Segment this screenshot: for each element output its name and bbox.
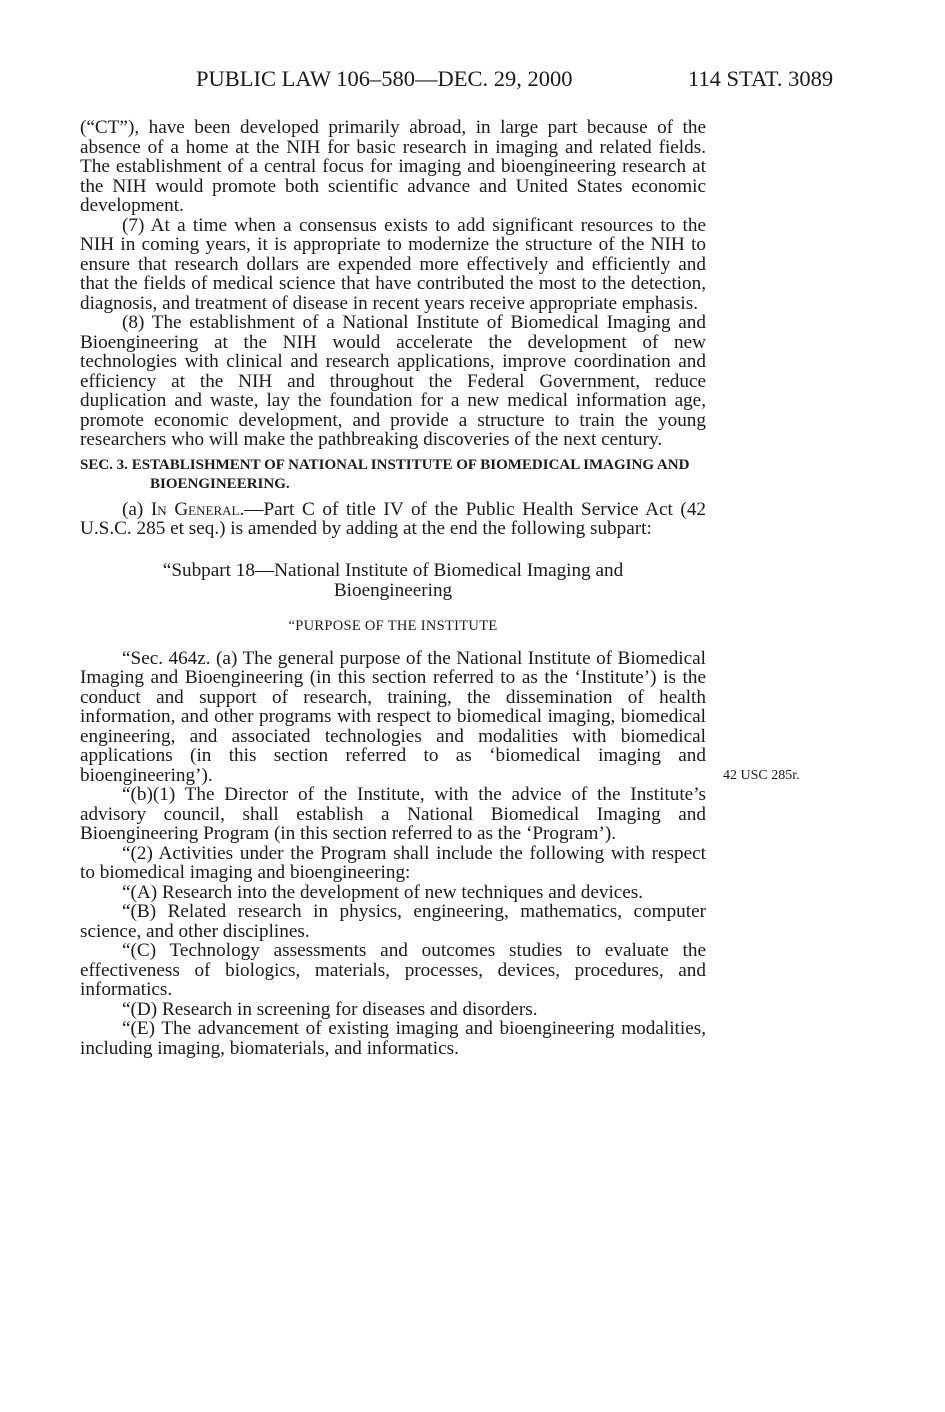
paragraph-8: (8) The establishment of a National Institute of Biomedical Imaging and Bioengineering at the NIH would accelerate the development of new technologies with clinical and research applications, improve coordination and efficiency at the NIH and throughout the Federal Government, reduce duplication and waste, lay the foundation for a new medical information age, promote economic development, and provide a structure to train the young researchers who will make the pathbreaking discoveries of the next century. — [80, 312, 706, 450]
subsection-a-text: .—Part C of title IV of the Public Health Service Act (42 U.S.C. 285 et seq.) is amended by adding at the end the following subpart: — [80, 498, 707, 539]
subsection-a-caption: In General — [150, 498, 240, 520]
subpart-heading-line1: “Subpart 18—National Institute of Biomedical Imaging and — [162, 559, 624, 581]
running-head-stat-citation: 114 STAT. 3089 — [688, 66, 834, 91]
paragraph-ct-continuation: (“CT”), have been developed primarily abroad, in large part because of the absence of a home at the NIH for basic research in imaging and related fields. The establishment of a central focus for imaging and bioengineering research at the NIH would promote both scientific advance and United States economic development. — [80, 117, 706, 216]
section-3-title: ESTABLISHMENT OF NATIONAL INSTITUTE OF BIOMEDICAL IMAGING AND BIOENGINEERING. — [131, 456, 690, 492]
subsection-a-label: (a) — [122, 498, 151, 520]
item-c: “(C) Technology assessments and outcomes studies to evaluate the effectiveness of biologics, materials, processes, devices, procedures, and informatics. — [80, 940, 706, 1000]
item-a: “(A) Research into the development of new techniques and devices. — [122, 881, 644, 903]
section-464z-a — [80, 649, 706, 786]
subpart-heading-line2: Bioengineering — [333, 579, 453, 601]
section-464z-b1: “(b)(1) The Director of the Institute, with the advice of the Institute’s advisory council, shall establish a National Biomedical Imaging and Bioengineering Program (in this section referred to as the ‘Program’). — [80, 784, 706, 844]
running-head-title: PUBLIC LAW 106–580—DEC. 29, 2000 — [196, 66, 573, 91]
item-d: “(D) Research in screening for diseases and disorders. — [122, 998, 538, 1020]
section-3-label: SEC. 3. — [80, 456, 128, 473]
paragraph-7: (7) At a time when a consensus exists to add significant resources to the NIH in coming years, it is appropriate to modernize the structure of the NIH to ensure that research dollars are expended more effectively and efficiently and that the fields of medical science that have contributed the most to the detection, diagnosis, and treatment of disease in recent years receive appropriate emphasis. — [80, 214, 706, 314]
running-head — [0, 66, 945, 98]
item-b: “(B) Related research in physics, engineering, mathematics, computer science, and other disciplines. — [80, 901, 706, 942]
margin-note-usc-citation: 42 USC 285r. — [723, 768, 800, 783]
section-464z-b2: “(2) Activities under the Program shall include the following with respect to biomedical imaging and bioengineering: — [80, 842, 706, 883]
subsection-a — [80, 500, 706, 539]
subpart-heading — [80, 561, 706, 601]
purpose-heading: “PURPOSE OF THE INSTITUTE — [288, 617, 498, 634]
section-3-heading — [80, 456, 706, 494]
section-464z-label: “Sec — [122, 647, 159, 669]
body-text — [80, 118, 706, 1058]
item-e: “(E) The advancement of existing imaging and bioengineering modalities, including imaging, biomaterials, and informatics. — [80, 1018, 706, 1059]
section-464z-text: . 464z. (a) The general purpose of the National Institute of Biomedical Imaging and Bioengineering (in this section referred to as the ‘Institute’) is the conduct and support of research, training, the dissemination of health information, and other programs with respect to biomedical imaging, biomedical engineering, and associated technologies and modalities with biomedical applications (in this section referred to as ‘biomedical imaging and bioengineering’). — [80, 647, 706, 786]
